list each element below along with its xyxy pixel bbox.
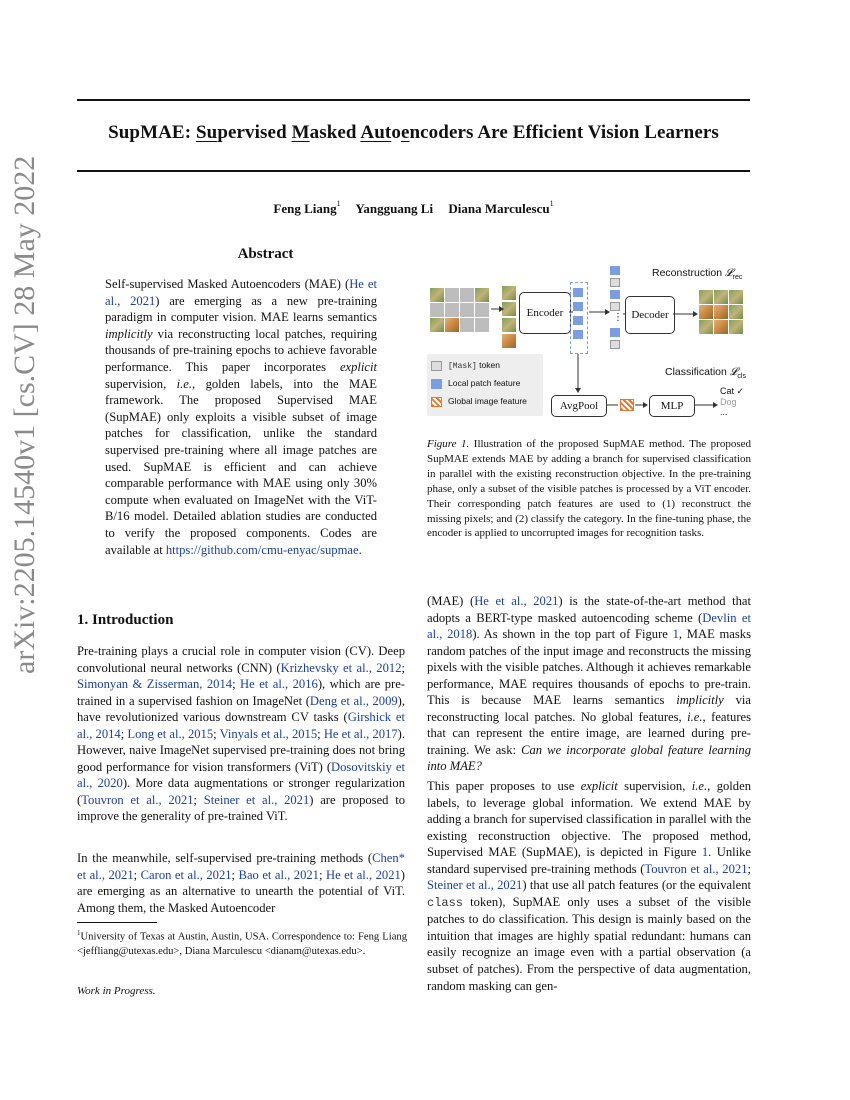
citation-link[interactable]: He et al., 2021 <box>325 867 401 882</box>
global-feature-token <box>620 399 634 411</box>
abstract-body: Self-supervised Masked Autoencoders (MAE) (He et al., 2021) are emerging as a new pre-training paradigm in computer vision. MAE learns semantics implicitly via reconstructing local patches, requiring thousands of pre-training epochs to achieve favorable performance. This paper incorporates explicit supervision, i.e., golden labels, into the MAE framework. The proposed Supervised MAE (SupMAE) only exploits a visible subset of image patches for classification, unlike the standard supervised pre-training where all image patches are used. SupMAE is efficient and can achieve comparable performance with MAE using only 30% compute when evaluated on ImageNet with the ViT-B/16 model. Detailed ablation studies are conducted to verify the proposed components. Codes are available at https://github.com/cmu-enyac/supmae. <box>105 277 377 557</box>
author-name: Yangguang Li <box>355 201 434 216</box>
class-dog: Dog <box>720 397 737 407</box>
citation-link[interactable]: Vinyals et al., 2015 <box>219 726 318 741</box>
figure-ref-link[interactable]: 1 <box>672 627 679 642</box>
author-name: Diana Marculescu <box>448 201 550 216</box>
author-list: Feng Liang$^1$ Yangguang Li Diana Marculescu$^1$ <box>273 199 554 216</box>
figure-legend <box>427 354 543 416</box>
footnote-rule <box>77 922 157 923</box>
avgpool-box: AvgPool <box>551 395 607 417</box>
code-url-link[interactable]: https://github.com/cmu-enyac/supmae <box>165 542 359 557</box>
citation-link[interactable]: Dosovitskiy et al., 2020 <box>77 759 405 791</box>
citation-link[interactable]: Simonyan & Zisserman, 2014 <box>77 677 233 692</box>
intro-paragraph-1: Pre-training plays a crucial role in computer vision (CV). Deep convolutional neural networks (CNN) (Krizhevsky et al., 2012; Simonyan & Zisserman, 2014; He et al., 2016), which are pre-trained in a supervised fashion on ImageNet (Deng et al., 2009), have revolutionized various downstream CV tasks (Girshick et al., 2014; Long et al., 2015; Vinyals et al., 2015; He et al., 2017). However, naive ImageNet supervised pre-training does not bring good performance for vision transformers (ViT) (Dosovitskiy et al., 2020). More data augmentations or stronger regularization (Touvron et al., 2021; Steiner et al., 2021) are proposed to improve the generality of pre-trained ViT. <box>77 644 406 824</box>
footnote: $^1$University of Texas at Austin, Austin, USA. Correspondence to: Feng Liang <jeffliang@utexas.edu>, Diana Marculescu <dianam@utexas.edu>. <box>77 929 407 957</box>
citation-link[interactable]: Chen* et al., 2021 <box>77 851 405 882</box>
figure-ref-link[interactable]: 1 <box>701 845 709 860</box>
figure-1: Encoder ⋮ Decoder Reconstruction 𝓛$_{rec}$ Classification 𝓛$_{cls}$ AvgPool MLP Cat ✓ Dog ... [Mask] token Local patch feature Global image feature <box>427 262 751 430</box>
citation-link[interactable]: Steiner et al., 2021 <box>427 878 523 893</box>
citation-link[interactable]: Girshick et al., 2014 <box>77 710 405 741</box>
title-rule-bottom <box>77 170 750 172</box>
citation-link[interactable]: Devlin et al., 2018 <box>427 610 752 642</box>
class-more: ... <box>720 407 728 417</box>
citation-link[interactable]: Caron et al., 2021 <box>140 867 232 882</box>
citation-link[interactable]: Krizhevsky et al., 2012 <box>280 660 402 675</box>
legend-mask-token: [Mask] token <box>431 360 500 371</box>
author-name: Feng Liang <box>273 201 337 216</box>
legend-local-patch: Local patch feature <box>431 378 520 389</box>
citation-link[interactable]: Touvron et al., 2021 <box>644 861 748 876</box>
figure-caption: Figure 1. Illustration of the proposed SupMAE method. The proposed SupMAE extends MAE by adding a branch for supervised classification in parallel with the existing reconstruction objective. In the pre-training phase, only a subset of the visible patches is processed by a ViT encoder. Their corresponding patch features are used to (1) reconstruct the missing pixels; and (2) classify the category. In the fine-tuning phase, the encoder is applied to uncorrupted images for recognition tasks. <box>427 438 752 540</box>
mlp-box: MLP <box>649 395 695 417</box>
citation-link[interactable]: He et al., 2021 <box>474 594 559 608</box>
intro-paragraph-2: In the meanwhile, self-supervised pre-training methods (Chen* et al., 2021; Caron et al., 2021; Bao et al., 2021; He et al., 2021) are emerging as an alternative to unearth the potential of ViT. Among them, the Masked Autoencoder <box>77 851 405 915</box>
class-cat: Cat ✓ <box>720 386 745 396</box>
legend-global-image: Global image feature <box>431 396 527 407</box>
abstract-heading: Abstract <box>237 246 294 262</box>
right-paragraph-1: (MAE) (He et al., 2021) is the state-of-the-art method that adopts a BERT-type masked autoencoding scheme (Devlin et al., 2018). As shown in the top part of Figure 1, MAE masks random patches of the input image and reconstructs the missing pixels with the visible patches. Although it achieves remarkable performance, MAE requires thousands of epochs to pre-train. This is because MAE learns semantics implicitly via reconstructing local patches. No global features, i.e., features that can represent the entire image, are learned during pre-training. We ask: Can we incorporate global feature learning into MAE? <box>427 594 752 774</box>
work-in-progress-note: Work in Progress. <box>77 985 156 997</box>
arxiv-stamp: arXiv:2205.14540v1 [cs.CV] 28 May 2022 <box>8 155 41 674</box>
reconstruction-loss-label: Reconstruction 𝓛$_{rec}$ <box>652 267 743 282</box>
citation-link[interactable]: Deng et al., 2009 <box>309 693 398 708</box>
right-paragraph-2: This paper proposes to use explicit supervision, i.e., golden labels, to leverage global information. We extend MAE by adding a branch for supervised classification in parallel with the existing reconstruction objective. The proposed method, Supervised MAE (SupMAE), is depicted in Figure 1. Unlike standard supervised pre-training methods (Touvron et al., 2021; Steiner et al., 2021) that use all patch features (or the equivalent class token), SupMAE only uses a subset of the visible patches to do classification. This design is mainly based on the intuition that images are highly spatial redundant: humans can easily recognize an image even with a partial observation (a subset of patches). From the perspective of data augmentation, random masking can gen- <box>427 779 752 993</box>
intro-heading: 1. Introduction <box>77 612 174 628</box>
paper-title: SupMAE: Supervised Masked Autoencoders Are Efficient Vision Learners <box>108 122 719 143</box>
citation-link[interactable]: He et al., 2017 <box>323 726 398 741</box>
decoder-box: Decoder <box>625 296 675 334</box>
title-rule-top <box>77 99 750 101</box>
citation-link[interactable]: Steiner et al., 2021 <box>203 792 310 807</box>
encoder-box: Encoder <box>519 292 571 334</box>
citation-link[interactable]: Touvron et al., 2021 <box>81 792 194 807</box>
classification-loss-label: Classification 𝓛$_{cls}$ <box>665 366 746 381</box>
citation-link[interactable]: He et al., 2021 <box>105 277 377 308</box>
citation-link[interactable]: Long et al., 2015 <box>127 726 214 741</box>
citation-link[interactable]: He et al., 2016 <box>240 677 318 692</box>
citation-link[interactable]: Bao et al., 2021 <box>238 867 319 882</box>
